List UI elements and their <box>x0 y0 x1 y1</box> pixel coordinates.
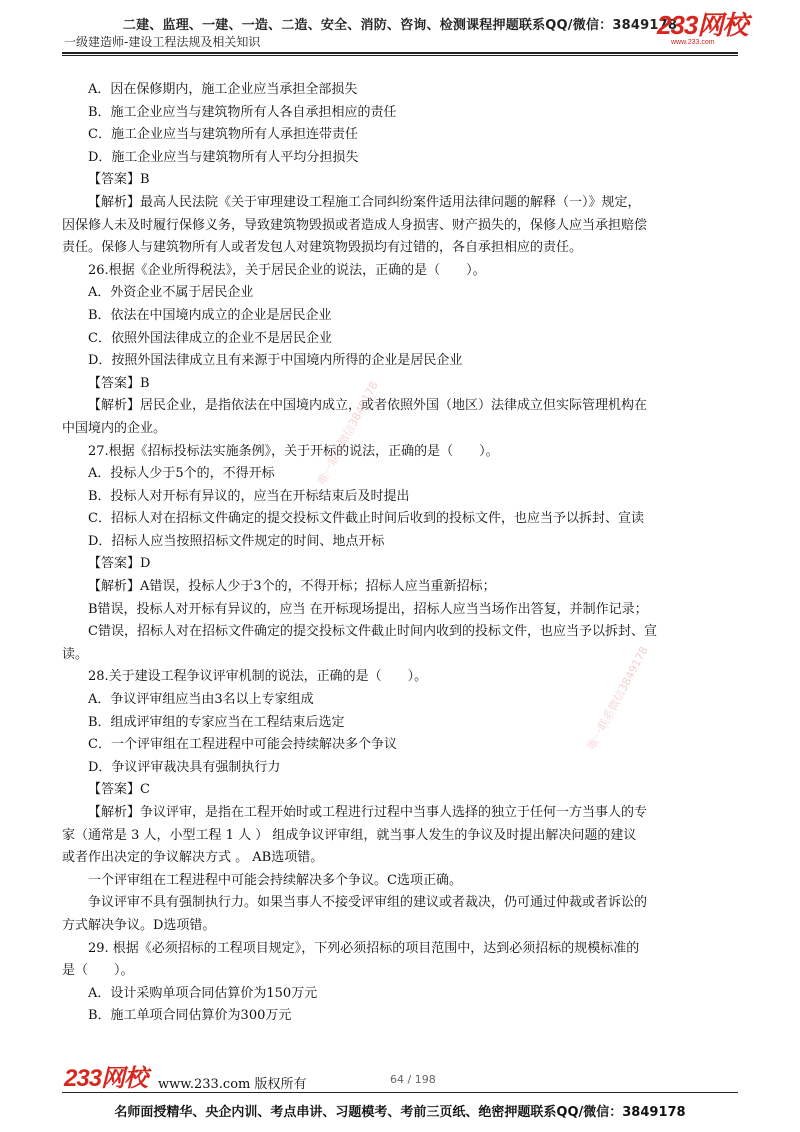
text-line: B．施工企业应当与建筑物所有人各自承担相应的责任 <box>88 104 397 120</box>
text-line: 【答案】D <box>88 556 151 572</box>
text-line: 争议评审不具有强制执行力。如果当事人不接受评审组的建议或者裁决，仍可通过仲裁或者诉讼的 <box>88 895 648 911</box>
footer-copyright: www.233.com 版权所有 <box>158 1077 307 1092</box>
text-line: D．按照外国法律成立且有来源于中国境内所得的企业是居民企业 <box>88 353 463 369</box>
header-divider <box>62 52 738 56</box>
text-line: A．外资企业不属于居民企业 <box>88 285 254 301</box>
watermark-2: 唯一联系微信3849178 <box>585 644 651 753</box>
brand-logo-site: www.233.com <box>671 39 715 46</box>
text-line: B．组成评审组的专家应当在工程结束后选定 <box>88 714 345 730</box>
page-number: 64 / 198 <box>390 1073 436 1086</box>
text-line: 29. 根据《必须招标的工程项目规定》，下列必须招标的项目范围中，达到必须招标的规模标准的 <box>88 940 640 956</box>
text-line: D．争议评审裁决具有强制执行力 <box>88 759 281 775</box>
text-line: 【解析】居民企业，是指依法在中国境内成立，或者依照外国（地区）法律成立但实际管理机构在 <box>88 398 648 414</box>
text-line: 【答案】B <box>88 375 150 391</box>
text-line: 因保修人未及时履行保修义务，导致建筑物毁损或者造成人身损害、财产损失的，保修人应当承担赔偿 <box>62 217 648 233</box>
text-line: B错误，投标人对开标有异议的，应当 在开标现场提出，招标人应当当场作出答复，并制作记录； <box>88 601 648 617</box>
text-line: 【解析】A错误，投标人少于3个的，不得开标；招标人应当重新招标； <box>88 579 496 595</box>
text-line: 家（通常是 3 人，小型工程 1 人 ） 组成争议评审组，就当事人发生的争议及时提出解决问题的建议 <box>62 827 637 843</box>
text-line: 一个评审组在工程进程中可能会持续解决多个争议。C选项正确。 <box>88 872 462 888</box>
footer-divider <box>62 1092 738 1093</box>
text-line: A．设计采购单项合同估算价为150万元 <box>88 985 318 1001</box>
text-line: C错误，招标人对在招标文件确定的提交投标文件截止时间内收到的投标文件，也应当予以拆封、宣 <box>88 624 657 640</box>
text-line: A．争议评审组应当由3名以上专家组成 <box>88 692 314 708</box>
text-line: C．施工企业应当与建筑物所有人承担连带责任 <box>88 127 358 143</box>
text-line: 或者作出决定的争议解决方式 。 AB选项错。 <box>62 850 324 866</box>
document-body <box>62 79 738 1028</box>
text-line: B．投标人对开标有异议的，应当在开标结束后及时提出 <box>88 488 410 504</box>
text-line: 方式解决争议。D选项错。 <box>62 917 216 933</box>
text-line: 责任。保修人与建筑物所有人或者发包人对建筑物毁损均有过错的，各自承担相应的责任。 <box>62 240 583 256</box>
text-line: 28.关于建设工程争议评审机制的说法，正确的是（ ）。 <box>88 669 428 685</box>
text-line: 中国境内的企业。 <box>62 420 167 436</box>
text-line: 是（ ）。 <box>62 963 134 979</box>
text-line: A．因在保修期内，施工企业应当承担全部损失 <box>88 82 358 97</box>
text-line: D．招标人应当按照招标文件规定的时间、地点开标 <box>88 533 385 549</box>
text-line: 【答案】C <box>88 782 150 798</box>
text-line: 【解析】最高人民法院《关于审理建设工程施工合同纠纷案件适用法律问题的解释（一）》规定， <box>88 194 641 210</box>
text-line: B．施工单项合同估算价为300万元 <box>88 1008 292 1024</box>
text-line: 26.根据《企业所得税法》，关于居民企业的说法，正确的是（ ）。 <box>88 262 486 278</box>
text-line: 读。 <box>62 646 89 662</box>
brand-logo: 233网校 <box>657 10 748 40</box>
header-contact-line: 二建、监理、一建、一造、二造、安全、消防、咨询、检测课程押题联系QQ/微信：3849178 <box>122 18 678 33</box>
text-line: 【答案】B <box>88 172 150 188</box>
text-line: B．依法在中国境内成立的企业是居民企业 <box>88 307 332 323</box>
text-line: D．施工企业应当与建筑物所有人平均分担损失 <box>88 149 359 165</box>
header-subtitle: 一级建造师-建设工程法规及相关知识 <box>64 35 261 49</box>
text-line: 27.根据《招标投标法实施条例》，关于开标的说法，正确的是（ ）。 <box>88 443 499 459</box>
watermark-1: 唯一联系微信3849178 <box>315 379 381 488</box>
text-line: C．依照外国法律成立的企业不是居民企业 <box>88 330 332 346</box>
footer-logo: 233网校 <box>64 1065 148 1092</box>
text-line: 【解析】争议评审，是指在工程开始时或工程进行过程中当事人选择的独立于任何一方当事人的专 <box>88 805 648 820</box>
text-line: C．一个评审组在工程进程中可能会持续解决多个争议 <box>88 737 397 753</box>
text-line: A．投标人少于5个的，不得开标 <box>88 466 275 482</box>
footer-contact-line: 名师面授精华、央企内训、考点串讲、习题模考、考前三页纸、绝密押题联系QQ/微信：3849178 <box>114 1105 686 1120</box>
text-line: C．招标人对在招标文件确定的提交投标文件截止时间后收到的投标文件，也应当予以拆封、宣读 <box>88 511 644 527</box>
